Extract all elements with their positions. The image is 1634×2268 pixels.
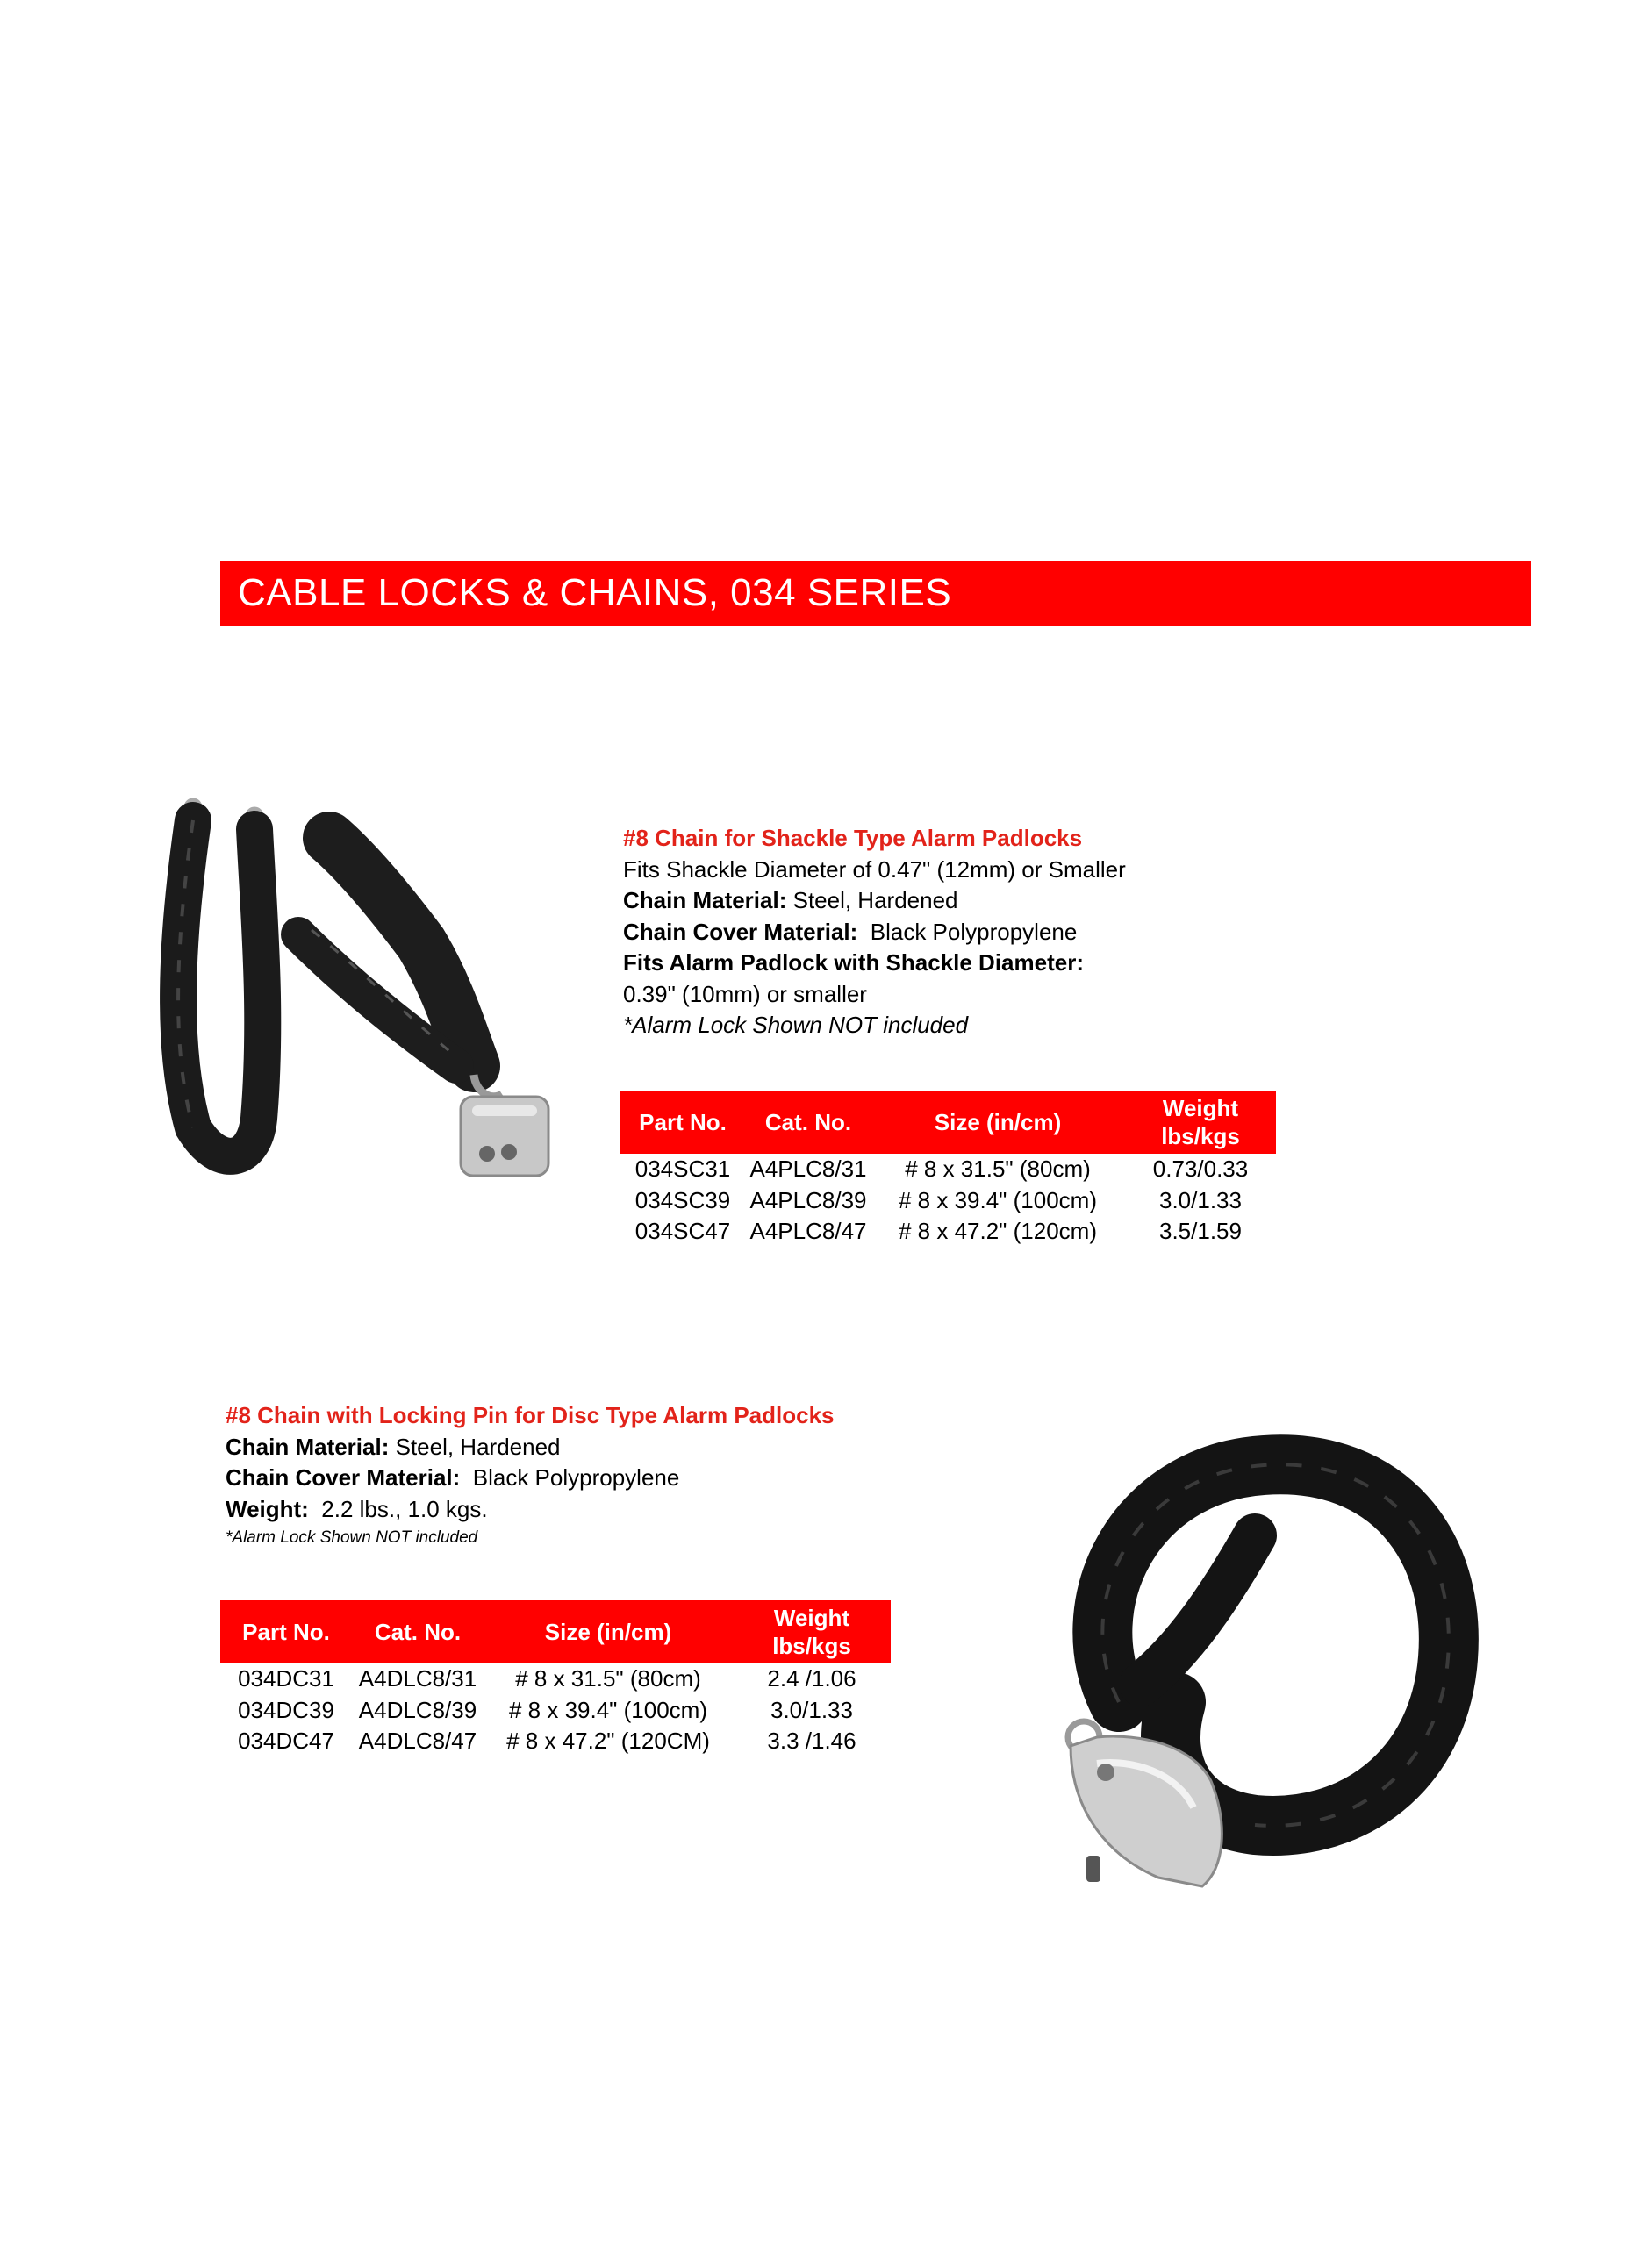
product2-specs	[226, 1400, 835, 1551]
cell-part-no: 034DC47	[238, 1728, 334, 1754]
product1-material-label: Chain Material:	[623, 887, 787, 913]
cell-weight: 2.4 /1.06	[767, 1665, 856, 1692]
product1-fits-line: Fits Shackle Diameter of 0.47" (12mm) or Smaller	[623, 855, 1126, 883]
product2-cover	[226, 1463, 835, 1494]
product2-material-value: Steel, Hardened	[389, 1433, 561, 1460]
product1-cover-value: Black Polypropylene	[857, 918, 1078, 945]
cell-size: # 8 x 31.5" (80cm)	[515, 1665, 701, 1692]
cell-part-no: 034DC31	[238, 1665, 334, 1692]
product2-cover-value: Black Polypropylene	[460, 1464, 680, 1491]
product2-cover-label: Chain Cover Material:	[226, 1464, 461, 1491]
cell-weight: 0.73/0.33	[1152, 1155, 1249, 1182]
product2-weight-label: Weight:	[226, 1495, 309, 1522]
header-part-no: Part No.	[220, 1600, 352, 1663]
cell-part-no: 034SC39	[634, 1186, 731, 1213]
header-weight: Weight lbs/kgs	[733, 1600, 891, 1663]
product2-weight-value: 2.2 lbs., 1.0 kgs.	[308, 1495, 488, 1522]
product1-fits-alarm-label	[623, 948, 1126, 979]
cell-cat-no: A4DLC8/47	[358, 1728, 477, 1754]
product1-fits-alarm-label-text: Fits Alarm Padlock with Shackle Diameter:	[623, 949, 1084, 976]
header-weight: Weight lbs/kgs	[1125, 1091, 1276, 1154]
product1-table	[620, 1091, 1276, 1248]
product1-specs	[623, 823, 1126, 1041]
product2-title: #8 Chain with Locking Pin for Disc Type Alarm Padlocks	[226, 1402, 835, 1428]
table-row	[620, 1154, 1276, 1185]
header-cat-no: Cat. No.	[746, 1091, 871, 1154]
cell-cat-no: A4PLC8/39	[749, 1186, 867, 1213]
chain-with-disc-lock-photo	[1036, 1413, 1492, 1913]
cell-part-no: 034DC39	[238, 1696, 334, 1723]
section-banner	[220, 561, 1531, 626]
cell-cat-no: A4PLC8/31	[749, 1155, 867, 1182]
product1-cover	[623, 917, 1126, 948]
table-row	[220, 1695, 891, 1727]
cell-size: # 8 x 47.2" (120cm)	[898, 1218, 1097, 1244]
table-row	[620, 1216, 1276, 1248]
product1-title: #8 Chain for Shackle Type Alarm Padlocks	[623, 825, 1083, 851]
product1-cover-label: Chain Cover Material:	[623, 918, 858, 945]
cell-size: # 8 x 47.2" (120CM)	[506, 1728, 710, 1754]
product2-material	[226, 1432, 835, 1463]
cell-size: # 8 x 39.4" (100cm)	[898, 1186, 1097, 1213]
cell-weight: 3.0/1.33	[1159, 1186, 1242, 1213]
cell-cat-no: A4PLC8/47	[749, 1218, 867, 1244]
table-row	[220, 1663, 891, 1695]
product1-note: *Alarm Lock Shown NOT included	[623, 1012, 969, 1038]
cell-cat-no: A4DLC8/31	[358, 1665, 477, 1692]
cell-size: # 8 x 31.5" (80cm)	[905, 1155, 1091, 1182]
product2-table	[220, 1600, 891, 1757]
cell-weight: 3.3 /1.46	[767, 1728, 856, 1754]
cell-weight: 3.5/1.59	[1159, 1218, 1242, 1244]
cell-part-no: 034SC47	[634, 1218, 731, 1244]
table-header-row	[220, 1600, 891, 1663]
chain-with-padlock-photo	[158, 785, 623, 1198]
banner-title: CABLE LOCKS & CHAINS, 034 SERIES	[238, 571, 952, 614]
product2-note: *Alarm Lock Shown NOT included	[226, 1528, 478, 1547]
table-row	[620, 1185, 1276, 1217]
header-size: Size (in/cm)	[871, 1091, 1125, 1154]
header-cat-no: Cat. No.	[352, 1600, 484, 1663]
table-header-row	[620, 1091, 1276, 1154]
product1-material	[623, 885, 1126, 917]
table-row	[220, 1726, 891, 1757]
product1-material-value: Steel, Hardened	[786, 887, 958, 913]
cell-weight: 3.0/1.33	[770, 1696, 853, 1723]
cell-cat-no: A4DLC8/39	[358, 1696, 477, 1723]
product2-material-label: Chain Material:	[226, 1433, 390, 1460]
product2-weight	[226, 1494, 835, 1526]
cell-part-no: 034SC31	[634, 1155, 731, 1182]
header-part-no: Part No.	[620, 1091, 746, 1154]
product1-fits-alarm-value: 0.39" (10mm) or smaller	[623, 980, 867, 1007]
header-size: Size (in/cm)	[484, 1600, 733, 1663]
cell-size: # 8 x 39.4" (100cm)	[508, 1696, 707, 1723]
